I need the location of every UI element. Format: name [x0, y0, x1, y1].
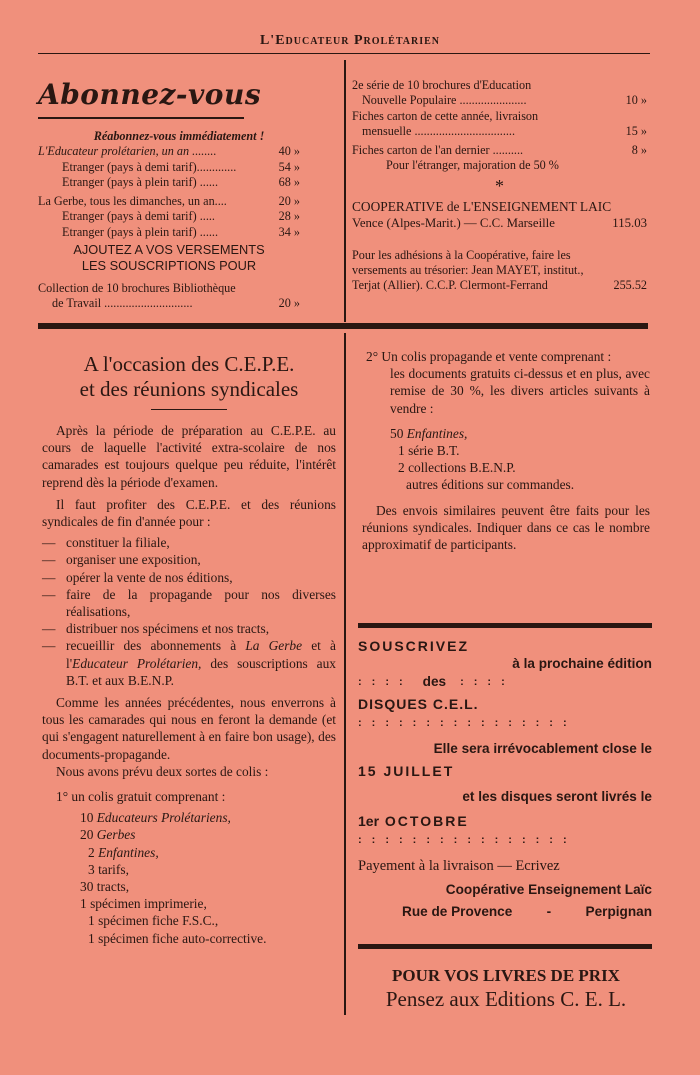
series-unit: » [640, 123, 647, 138]
colis-2-intro: les documents gratuits ci-dessus et en plus, avec remise de 30 %, les divers articles suivants à vendre : [390, 366, 650, 416]
collection-value: 20 [278, 296, 291, 311]
adhesion-line-1: Pour les adhésions à la Coopérative, faire les [352, 247, 571, 262]
disques-payment: Payement à la livraison — Ecrivez [358, 858, 560, 874]
series-line-1: 2e série de 10 brochures d'Education [352, 78, 532, 92]
colis-qty: 2 [398, 460, 405, 476]
collection-unit: » [293, 296, 300, 311]
price-unit: » [293, 224, 300, 239]
bottom-column-divider [344, 333, 346, 1015]
disques-ad [358, 637, 652, 921]
colon-ornament: :: [467, 717, 495, 729]
article-title-line-1: A l'occasion des C.E.P.E. [83, 352, 295, 376]
colis-qty: 1 [398, 443, 405, 459]
series-unit: » [640, 93, 647, 108]
colon-ornament: :: [412, 834, 440, 846]
article-right [362, 348, 650, 553]
list-item: — faire de la propagande pour nos diverses réalisations, [42, 586, 336, 620]
price-row [38, 225, 300, 240]
coop-name: COOPERATIVE de L'ENSEIGNEMENT LAIC [352, 198, 612, 214]
price-label: Etranger (pays à demi tarif) ..... [62, 209, 215, 224]
colis-item [80, 912, 336, 929]
price-unit: » [293, 209, 300, 224]
colis-item [80, 826, 336, 843]
subscribe-section [38, 78, 300, 312]
colis-2-title: 2° Un colis propagande et vente comprenant : [366, 349, 612, 364]
colon-row [358, 713, 652, 732]
colis-item [390, 476, 650, 493]
price-value: 20 [278, 194, 291, 209]
list-item-text: des souscriptions aux B.T. et aux B.E.N.P. [66, 655, 336, 688]
colis-qty: 30 [80, 879, 94, 895]
collection-row [38, 296, 300, 311]
list-item [42, 637, 336, 689]
price-row [38, 144, 300, 159]
price-row [38, 194, 300, 209]
colis-name: tarifs, [98, 861, 129, 877]
colis-item [390, 425, 650, 442]
price-unit: » [293, 194, 300, 209]
colis-qty: 1 [88, 913, 95, 929]
series-label: Nouvelle Populaire ...................... [362, 93, 527, 108]
price-value: 54 [278, 159, 291, 174]
colis-qty: 1 [88, 930, 95, 946]
colis-name: Gerbes [96, 827, 136, 843]
page-header-title: L'Educateur Prolétarien [259, 33, 441, 48]
disques-des: des [422, 674, 447, 689]
colis-2-list [362, 425, 650, 494]
series-value: 10 [625, 93, 638, 108]
price-unit: » [293, 159, 300, 174]
price-row [38, 209, 300, 224]
disques-deliver: et les disques seront livrés le [462, 789, 652, 804]
series-label: Fiches carton de l'an dernier .......... [352, 143, 524, 158]
series-row [352, 143, 647, 158]
colis-item [80, 895, 336, 912]
disques-date-1: 15 JUILLET [358, 763, 455, 779]
colis-name: série B.T. [408, 443, 460, 459]
price-label: La Gerbe, tous les dimanches, un an.... [38, 194, 227, 209]
list-item: — constituer la filiale, [42, 534, 336, 551]
list-item-text: recueillir des abonnements à [66, 638, 237, 654]
price-label: Etranger (pays à plein tarif) ...... [62, 224, 219, 239]
colis-qty: 50 [390, 425, 404, 441]
colon-ornament: :: [385, 717, 413, 729]
disques-close: Elle sera irrévocablement close le [433, 741, 652, 756]
series-value: 15 [625, 123, 638, 138]
colis-name: spécimen fiche auto-corrective. [98, 930, 267, 946]
colis-name: Educateurs Prolétariens, [96, 810, 231, 826]
colis-name: tracts, [96, 879, 130, 895]
colon-ornament: :: [549, 717, 577, 729]
subscribe-intro: Réabonnez-vous immédiatement ! [93, 129, 265, 143]
adhesion-line-2: versements au trésorier: Jean MAYET, institut., [352, 263, 584, 278]
colon-ornament: :: [385, 834, 413, 846]
add-line-2: LES SOUSCRIPTIONS POUR [81, 258, 257, 274]
colis-item [80, 809, 336, 826]
series-line-3: Fiches carton de cette année, livraison [352, 108, 539, 123]
colon-row [358, 830, 652, 849]
colis-item [390, 442, 650, 459]
price-label: Etranger (pays à demi tarif)............. [62, 159, 237, 174]
price-row [38, 160, 300, 175]
series-value: 8 [631, 143, 638, 158]
colon-ornament: :: [439, 834, 468, 846]
coop-address-left: Vence (Alpes-Marit.) — C.C. Marseille [352, 215, 555, 230]
list-item: — organiser une exposition, [42, 551, 336, 568]
colon-ornament: :: [439, 717, 468, 729]
colon-ornament: :: [521, 834, 550, 846]
action-list [42, 534, 336, 689]
series-section [352, 78, 647, 294]
colon-ornament: :: [494, 717, 522, 729]
colon-ornament: :: [494, 834, 522, 846]
colis-qty: 2 [88, 844, 95, 860]
colon-ornament: :: [487, 676, 515, 688]
article-left [42, 352, 336, 947]
subscribe-heading-rule [38, 117, 244, 119]
colon-ornament: :: [358, 834, 386, 846]
adhesion-left: Terjat (Allier). C.C.P. Clermont-Ferrand [352, 278, 548, 293]
price-value: 68 [278, 174, 291, 189]
series-unit: » [640, 143, 647, 158]
colis-item [80, 930, 336, 947]
series-row [352, 124, 647, 139]
colis-name: Enfantines, [98, 844, 159, 860]
disques-top-rule [358, 623, 652, 628]
price-label: Etranger (pays à plein tarif) ...... [62, 174, 219, 189]
disques-date-2-row [358, 812, 652, 830]
colis-item [80, 861, 336, 878]
article-title-rule [151, 409, 227, 410]
list-item: — distribuer nos spécimens et nos tracts, [42, 620, 336, 637]
series-row [352, 93, 647, 108]
series-foreign-note: Pour l'étranger, majoration de 50 % [386, 158, 559, 173]
paragraph: Après la période de préparation au C.E.P.E. au cours de laquelle l'activité extra-scolaire de nos camarades est toujours quelque peu réduite, l'intérêt reprend dès la période d'examen. [42, 423, 336, 490]
paragraph: Nous avons prévu deux sortes de colis : [56, 763, 269, 779]
disques-coop-1: Coopérative Enseignement Laïc [445, 882, 652, 897]
list-item-title: La Gerbe [245, 638, 303, 654]
colis-qty: 1 [80, 896, 87, 912]
disques-date-2: OCTOBRE [384, 813, 469, 829]
coop-address-right: 115.03 [612, 215, 647, 230]
disques-city: Perpignan [585, 904, 652, 919]
list-item-text: et à l' [66, 638, 336, 671]
disques-sep: - [546, 904, 552, 919]
collection-line-1: Collection de 10 brochures Bibliothèque [38, 281, 236, 296]
price-row [38, 175, 300, 190]
price-label: L'Educateur prolétarien, un an ........ [38, 144, 217, 159]
price-value: 34 [278, 224, 291, 239]
price-unit: » [293, 174, 300, 189]
colis-qty: 20 [80, 827, 94, 843]
colis-name: collections B.E.N.P. [408, 460, 516, 476]
colis-1-list [42, 809, 336, 947]
colis-item [80, 844, 336, 861]
disques-coop-2 [358, 903, 652, 921]
colon-ornament: :: [358, 717, 386, 729]
colis-qty: 3 [88, 861, 95, 877]
star-separator: * [495, 175, 504, 196]
colon-ornament: :: [412, 717, 440, 729]
disques-edition: à la prochaine édition [512, 656, 652, 671]
coop-address [352, 215, 647, 231]
colon-ornament: :: [521, 717, 550, 729]
top-column-divider [344, 60, 346, 322]
colon-ornament: :: [549, 834, 577, 846]
series-label: mensuelle ................................. [362, 123, 516, 138]
paragraph: Il faut profiter des C.E.P.E. et des réunions syndicales de fin d'année pour : [42, 496, 336, 530]
colis-name: Enfantines, [406, 425, 468, 441]
disques-street: Rue de Provence [402, 904, 513, 919]
livres-line-1: POUR VOS LIVRES DE PRIX [392, 966, 620, 985]
list-item-title: Educateur Prolétarien, [72, 655, 202, 671]
livres-ad [356, 966, 656, 1012]
article-title-line-2: et des réunions syndicales [79, 377, 299, 401]
collection-label: de Travail ............................. [52, 296, 193, 311]
price-value: 40 [278, 144, 291, 159]
colis-name: spécimen imprimerie, [90, 896, 207, 912]
subscribe-heading: Abonnez-vous [38, 78, 262, 111]
colon-ornament: :: [460, 676, 488, 688]
disques-souscrivez: SOUSCRIVEZ [358, 638, 470, 654]
colis-1-title: 1° un colis gratuit comprenant : [56, 789, 226, 805]
list-item: — opérer la vente de nos éditions, [42, 569, 336, 586]
adhesion-right: 255.52 [613, 278, 647, 293]
paragraph: Comme les années précédentes, nous enverrons à tous les camarades qui nous en feront la demande (et qui s'engagent naturellement à en faire bon usage), des documents-propagande. [42, 695, 336, 762]
paragraph: Des envois similaires peuvent être faits pour les réunions syndicales. Indiquer dans ce cas le nombre approximatif de participants. [362, 502, 650, 553]
price-value: 28 [278, 209, 291, 224]
colis-item [390, 459, 650, 476]
colon-ornament: :: [467, 834, 495, 846]
colon-ornament: :: [358, 676, 386, 688]
add-line-1: AJOUTEZ A VOS VERSEMENTS [73, 242, 265, 258]
colis-item [80, 878, 336, 895]
section-divider [38, 323, 648, 329]
disques-bottom-rule [358, 944, 652, 949]
adhesion-line-3 [352, 278, 647, 293]
disques-title: DISQUES C.E.L. [358, 696, 479, 712]
header-rule [38, 53, 650, 54]
price-unit: » [293, 144, 300, 159]
colis-name: autres éditions sur commandes. [406, 477, 575, 493]
colis-name: spécimen fiche F.S.C., [98, 913, 219, 929]
disques-date-2-number: 1er [358, 813, 380, 829]
colis-qty: 10 [80, 810, 94, 826]
disques-des-row [358, 673, 652, 691]
livres-line-2: Pensez aux Editions C. E. L. [385, 987, 627, 1011]
colon-ornament: :: [385, 676, 413, 688]
